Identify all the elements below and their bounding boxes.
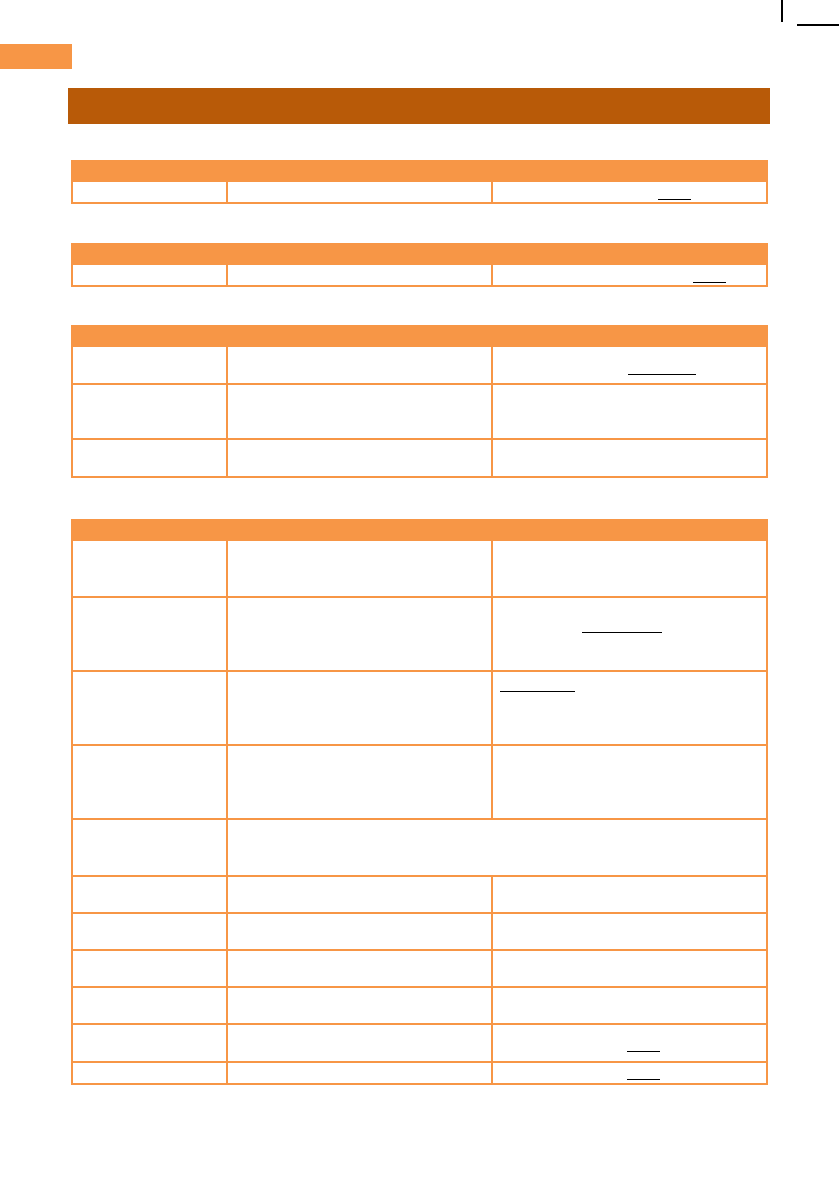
table-row [72,1024,767,1062]
underlined-link[interactable] [627,1051,660,1052]
row-value [492,439,767,477]
crop-mark-vertical [781,0,783,22]
spec-table-4 [71,519,768,1085]
table-row [72,913,767,950]
row-label [72,950,227,987]
table-row [72,819,767,876]
row-label [72,913,227,950]
row-value [492,987,767,1024]
row-value [492,540,767,597]
table-header [72,161,767,181]
row-value [227,950,492,987]
underlined-link[interactable] [693,282,726,283]
table-row [72,597,767,671]
row-value [492,597,767,671]
row-label [72,819,227,876]
table-row [72,384,767,439]
row-value [227,181,492,203]
row-label [72,540,227,597]
table-row [72,987,767,1024]
table-header [72,244,767,264]
row-label [72,181,227,203]
table-row [72,439,767,477]
row-value [492,913,767,950]
row-value [227,745,492,819]
row-label [72,671,227,745]
section-tab [0,44,72,69]
row-value [227,987,492,1024]
underlined-link[interactable] [582,632,662,633]
table-row [72,671,767,745]
table-row [72,264,767,286]
table-row [72,876,767,913]
row-value [227,1024,492,1062]
row-label [72,346,227,384]
row-label [72,597,227,671]
table-row [72,181,767,203]
row-value [492,346,767,384]
spec-table-1 [71,160,768,204]
row-value [227,597,492,671]
underlined-link[interactable] [628,374,696,375]
row-value [227,439,492,477]
row-value [492,1062,767,1084]
underlined-link[interactable] [658,199,691,200]
row-value [492,876,767,913]
underlined-link[interactable] [500,691,575,692]
row-label [72,384,227,439]
row-label [72,1024,227,1062]
row-value [492,264,767,286]
row-value [227,1062,492,1084]
spec-table-3 [71,325,768,478]
table-row [72,1062,767,1084]
row-value [227,876,492,913]
crop-mark-horizontal [797,24,839,26]
row-label [72,745,227,819]
row-value [492,950,767,987]
table-row [72,540,767,597]
page-title-banner [68,88,770,124]
row-label [72,876,227,913]
row-value [227,913,492,950]
row-value [492,181,767,203]
row-value [492,671,767,745]
table-header [72,326,767,346]
row-value [492,1024,767,1062]
row-value [227,264,492,286]
row-label [72,987,227,1024]
row-value [492,745,767,819]
row-value [227,346,492,384]
table-row [72,950,767,987]
table-row [72,346,767,384]
row-value [227,540,492,597]
table-row [72,745,767,819]
spec-table-2 [71,243,768,287]
row-value [227,671,492,745]
row-value [227,384,492,439]
row-label [72,1062,227,1084]
row-label [72,264,227,286]
row-value [492,384,767,439]
row-value-merged [227,819,767,876]
table-header [72,520,767,540]
underlined-link[interactable] [627,1079,660,1080]
row-label [72,439,227,477]
